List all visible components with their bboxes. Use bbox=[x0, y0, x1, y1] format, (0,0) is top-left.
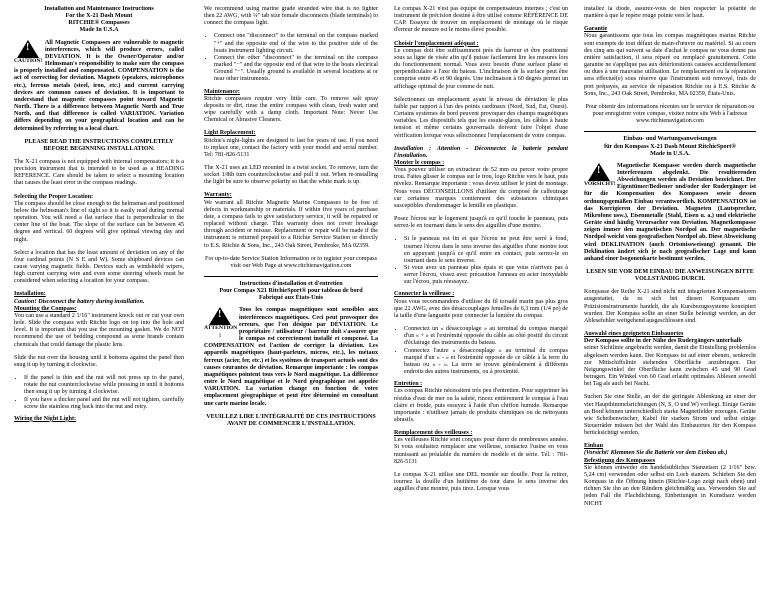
para-led: The X-21 uses an LED mounted in a twist socket. To remove, turn the socket 1/8th turn counterclockwise and pull it out. When re-installing the light be sure to observe polarity so that the white mark is up. bbox=[204, 164, 378, 186]
list-item: • Connectez un « désaccouplage » au terminal du compas marqué d'un « + » et l'extrémité opposée du câble au côté positif du circuit d'éclairage des instruments du bateau. bbox=[404, 326, 568, 347]
vorsicht-block bbox=[584, 163, 614, 188]
heading-light-replacement: Light Replacement: bbox=[204, 130, 256, 137]
french-title: Instructions d'installation et d'entretien Pour Compas X21 RitchieSport® pour tableau de bord Fabriqué aux États-Unis bbox=[219, 281, 363, 302]
list-item: • Si vous avez un panneau plus épais et que vous n'arrivez pas à serrer l'écrou, vissez avec précaution l'anneau en acier inoxydable sur l'écrou, puis réessayez. bbox=[404, 265, 568, 286]
heading-veilleuse: Connecter la veilleuse : bbox=[394, 291, 455, 298]
heading-vorsicht-batterie: (Vorsicht! Klemmen Sie die Batterie vor dem Einbau ab.) bbox=[584, 450, 728, 457]
divider bbox=[584, 131, 756, 132]
attention-text: Tous les compas magnétiques sont sensibles aux interférences magnétiques. Ceci peut provoquer des erreurs, que l'on désigne par DÉVIATION. Le propriétaire / utilisateur / barreur doit s'assurer que le compas est correctement installé et compensé. La COMPENSATION est l'action de corriger la déviation. Les appareils magnétiques (haut-parleurs, micros, etc.), les métaux ferreux (acier, fer, etc.) et les systèmes de transport actuels sont des causes courantes de déviation. Remarque importante : les compas magnétiques pointent tous vers le Nord magnétique. La différence entre le Nord magnétique et le Nord géographique est appelée VARIATION. La variation change en fonction de votre emplacement géographique et peut être déterminé en consultant une carte marine locale. bbox=[204, 307, 378, 407]
para-light-replacement: Ritchie's night-lights are designed to last for years of use. If you need to replace one, contact the factory with your model and serial number. Tel: 781-826-5131 bbox=[204, 137, 378, 158]
column-english-1 bbox=[14, 6, 184, 591]
heading-maintenance: Maintenance: bbox=[204, 88, 240, 95]
list-item: • If the panel is thin and the nut will not press up to the panel, rotate the nut counterclockwise while pressing in until it bottoms then snug it up by turning it clockwise. bbox=[24, 375, 184, 396]
para-garantie: Nous garantissons que tous les compas magnétiques marins Ritchie sont exempts de tout défaut de main-d'œuvre ou matériel. Si au cours des cinq ans qui suivent sa date d'achat le compas ne vous donne pas entière satisfaction, il sera réparé ou remplacé gratuitement. Cette garantie ne s'applique pas aux détériorations causées accidentellement ou dues à une mauvaise utilisation. Le remplacement ou la réparation sera effectué(e) sous réserve que l'instrument soit renvoyé, frais de port prépayés, au service de réparation Ritchie ou à E.S. Ritchie & Sons, Inc., 243 Oak Street, Pembroke, MA 02359, États-Unis. bbox=[584, 33, 756, 97]
ecrou-bullet-list bbox=[394, 236, 568, 286]
heading-wiring: Wiring the Night Light: bbox=[14, 415, 77, 422]
heading-remplacement: Remplacement des veilleuses : bbox=[394, 430, 473, 437]
para-devices: Select a location that has the least amount of deviation on any of the four cardinal points (N S E and W). Some shipboard devices can cause varying magnetic fields. Devices such as windshield wipers, high current carrying wire and even some steering wheels must be considered when selecting a location for your compass. bbox=[14, 249, 184, 285]
vorsicht-text: Magnetische Kompasse werden durch magnetische Interferenzen abgelenkt. Die resultierenden Abweichungen werden als Deviation bezeichnet. Der Eigentümer/Bediener und/oder der Rudergänger ist für die Kompensation des Kompasses sowie dessen ordnungsgemäßen Einbau verantwortlich. KOMPENSATION ist das Korrigieren der Deviation. Magneten (Lautsprecher, Mikrofone usw.), Eisenmetalle (Stahl, Eisen u. a.) und elektrische Geräte sind häufig Verursacher von Deviation. Magnetkompasse zeigen immer den magnetischen Nordpol an. Der magnetische Nordpol weicht vom geografischen Nordpol ab. Diese Abweichung wird DEKLINATION (auch Ortsmissweisung) genannt. Die Deklination ändert sich je nach geografischer Lage und kann anhand einer Isogonenkarte bestimmt werden. bbox=[584, 162, 756, 262]
heading-warranty: Warranty: bbox=[204, 192, 232, 199]
column-french bbox=[394, 6, 568, 591]
vorsicht-label: VORSICHT! bbox=[584, 180, 616, 187]
para-x21: The X-21 compass is not equipped with internal compensators; it is a precision instrument that is intended to be used as a HEADING REFERENCE. Care should be taken to select a mounting location that causes the least error in the compass readings. bbox=[14, 158, 184, 187]
warning-triangle-icon: ! bbox=[17, 40, 39, 58]
heading-entretien: Entretien : bbox=[394, 381, 423, 388]
veilleuse-bullet-list bbox=[394, 326, 568, 376]
list-item: • Connect the other "disconnect" to the terminal on the compass marked "−" and the opposite end of that wire to the boats electrical Ground "−". Usually ground is available in several locations at or near other instruments. bbox=[214, 55, 378, 84]
column-english-2 bbox=[204, 6, 378, 591]
heading-veuillez-lire: VEUILLEZ LIRE L'INTÉGRALITÉ DE CES INSTRUCTIONS AVANT DE COMMENCER L'INSTALLATION. bbox=[206, 413, 376, 427]
para-warranty: We warrant all Ritchie Magnetic Marine Compasses to be free of defects in workmanship or materials. If within five years of purchase date, a compass fails to give satisfactory service, it will be repaired or replaced without charge. This warranty does not cover breakage through accident or misuse. Replacement or repair will be made if the instrument is returned prepaid to a Ritchie Service Station or directly to E.S. Ritchie & Sons, Inc., 243 Oak Street, Pembroke, MA 02359. bbox=[204, 199, 378, 249]
heading-choisir: Choisir l'emplacement adéquat : bbox=[394, 40, 479, 47]
heading-befestigung: Befestigung des Kompasses bbox=[584, 457, 656, 464]
para-mounting: You can use a standard 2 1/16" instrument knock out or cut your own hole. Slide the compass with Ritchie logo on top into the hole and level. It is important that you use the mounting gasket. We do NOT recommend the use of bedding compound as some brands contain chemicals that could damage the plastic lens. bbox=[14, 312, 184, 348]
heading-auswahl: Auswahl eines geeigneten Einbauortes bbox=[584, 331, 684, 338]
caution-label: CAUTION! bbox=[14, 57, 43, 64]
list-item: • Connect one "disconnect" to the terminal on the compass marked "+" and the opposite end of the wire to the positive side of the boats instrument lighting circuit. bbox=[214, 33, 378, 54]
heading-installation: Installation: bbox=[14, 291, 46, 298]
heading-installation-fr: Installation : Attention - Déconnectez la batterie pendant l'installation. bbox=[394, 145, 568, 159]
warning-triangle-icon: ! bbox=[588, 163, 610, 181]
para-maintenance: Ritchie compasses require very little care. To remove salt spray deposits or dirt, rinse the entire compass with clean, fresh water and wipe carefully with a damp cloth. Important Note: Never Use Chemical or Abrasive Cleaners. bbox=[204, 95, 378, 124]
caution-disconnect: Caution! Disconnect the battery during installation. bbox=[14, 298, 145, 305]
caution-block bbox=[14, 40, 42, 65]
para-select-location: The compass should be close enough to the helmsman and positioned below the helmsman's line of sight so it is easily read during normal operation. You will need a flat surface that is perpendicular to the center line of the boat. The slope of the surface can be between 45 degree and vertical. 60 degrees will give optimal viewing day and night. bbox=[14, 200, 184, 243]
attention-block bbox=[204, 307, 236, 339]
german-title: Einbau- und Wartungsanweisungen für den Kompass X-21 Dash Mount RitchieSport® Made in U.S.A. bbox=[604, 136, 736, 157]
page-title: Installation and Maintenance Instructions For the X-21 Dash Mount RITCHIE® Compasses Made In U.S.A bbox=[44, 6, 154, 34]
column-french-german bbox=[584, 6, 756, 591]
wiring-bullet-list bbox=[204, 33, 378, 83]
para-monter: Vous pouvez utiliser un extracteur de 52 mm ou percer votre propre trou. Faites glisser le compas sur le trou, logo Ritchie vers le haut, puis nivelez. Remarque importante : vous devez utiliser le joint de montage. Nous vous DÉCONSEILLONS d'utiliser du composé de calfeutrage car certaines marques contiennent des substances chimiques susceptibles d'endommager la lentille en plastique. bbox=[394, 167, 568, 209]
para-suchen: Suchen Sie eine Stelle, an der die geringste Ablenkung an einer der vier Haupthimmelsrichtungen (N, S, O und W) vorliegt. Einige Geräte an Bord können unterschiedlich starke Magnetfelder erzeugen. Geräte wie Scheibenwischer, Kabel für starken Strom und selbst einige Steuerräder müssen bei der Wahl des Einbauortes für den Kompass berücksichtigt werden. bbox=[584, 394, 756, 437]
heading-garantie: Garantie bbox=[584, 26, 608, 33]
para-info-fr: Pour obtenir des informations récentes sur le service de réparation ou pour enregistrer votre compas, visitez notre site Web à l'adresse www.ritchienavigation.com bbox=[585, 103, 755, 125]
para-veilleuse: Nous vous recommandons d'utiliser du fil torsadé marin pas plus gros que 22 AWG, avec des désaccouplages femelles de 6,3 mm (1/4 po) de la taille d'une languette pour connecter la lumière du compas. bbox=[394, 298, 568, 319]
caution-text: All Magnetic Compasses are vulnerable to magnetic interferences, which will produce errors, called DEVIATION. It is the Owner/Operator and/or Helmsman's responsibility to make sure the compass is properly installed and compensated. COMPENSATION is the act of correcting for deviation. Magnets (speakers, microphones etc.), ferrous metals (steel, iron, etc.) and current carrying devices are common causes of deviation. It is important to understand that magnetic compasses point toward Magnetic North. There is a difference between Magnetic North and True North, and that difference is called VARIATION. Variation differs depending on your geographical location and can be determined by referring to a local chart. bbox=[14, 39, 184, 132]
para-remplacement: Les veilleuses Ritchie sont conçues pour durer de nombreuses années. Si vous souhaitez remplacer une veilleuse, contactez l'usine en vous munissant au préalable du numéro de modèle et de série. Tél. : 781-826-5131 bbox=[394, 437, 568, 465]
list-item: • Connectez l'autre « désaccouplage » au terminal du compas marqué d'un « - » et l'extrémité opposée de ce câble à la terre du bateau ou « - ». La terre se trouve généralement à différents endroits des autres instruments, ou à proximité. bbox=[404, 348, 568, 377]
list-item: • Si le panneau est fin et que l'écrou ne peut être serré à fond, tournez l'écrou dans le sens inverse des aiguilles d'une montre tout en appuyant jusqu'à ce qu'il entre en contact, puis serrez-le en tournant dans le sens inverse. bbox=[404, 236, 568, 265]
para-selectionnez: Sélectionnez un emplacement ayant le niveau de déviation le plus faible par rapport à l'un des points cardinaux (Nord, Sud, Est, Ouest). Certains systèmes de bord peuvent provoquer des champs magnétiques variables. Les dispositifs tels que les essuie-glaces, les câbles à haute tension et même certains gouvernails doivent faire l'objet d'une vérification lorsque vous sélectionnez l'emplacement de votre compas. bbox=[394, 96, 568, 139]
heading-monter: Monter le compas : bbox=[394, 159, 445, 166]
warning-triangle-icon: ! bbox=[209, 307, 231, 325]
para-polarite: installez la diode, assurez-vous de bien respecter la polarité de manière à que le repère rouge pointe vers le haut. bbox=[584, 6, 756, 20]
heading-einbau: Einbau bbox=[584, 443, 603, 450]
para-service: For up-to-date Service Station Information or to register your compass visit our Web Page at www.ritchienavigation.com bbox=[204, 255, 378, 269]
para-slide-nut: Slide the nut over the housing until it bottoms against the panel then snug it up by turning it clockwise. bbox=[14, 354, 184, 368]
para-entretien: Les compas Ritchie nécessitent très peu d'entretien. Pour supprimer les résidus d'eau de mer ou la saleté, rincez entièrement le compas à l'eau claire et froide, puis essuyez à l'aide d'un chiffon humide. Remarque importante : n'utilisez jamais de produits chimiques ou de nettoyants abrasifs. bbox=[394, 388, 568, 423]
para-choisir: Le compas doit être suffisamment près du barreur et être positionné sous sa ligne de visée afin qu'il puisse facilement lire les mesures lors du fonctionnement normal. Vous avez besoin d'une surface plane et perpendiculaire à l'axe du bateau. L'inclinaison de la surface peut être comprise entre 45 et 90 degrés. Une inclinaison à 60 degrés permet un affichage optimal de jour comme de nuit. bbox=[394, 47, 568, 90]
attention-label: ATTENTION ! bbox=[204, 325, 238, 339]
para-posez: Posez l'écrou sur le logement jusqu'à ce qu'il touche le panneau, puis serrez-le en tournant dans le sens des aiguilles d'une montre. bbox=[394, 216, 568, 230]
para-led-fr: Le compas X-21 utilise une DEL montée sur douille. Pour la retirer, tournez la douille d'un huitième de tour dans le sens inverse des aiguilles d'une montre, puis tirez. Lorsque vous bbox=[394, 471, 568, 493]
para-wiring: We recommend using marine grade stranded wire that is no lighter then 22 AWG, with ¼" tab size female disconnects (blade terminals) to connect the compass light. bbox=[204, 6, 378, 27]
nut-bullet-list bbox=[14, 375, 184, 411]
divider bbox=[204, 276, 378, 277]
heading-naehe: Der Kompass sollte in der Nähe des Rudergängers unterhalb bbox=[584, 338, 742, 345]
heading-mounting: Mounting the Compass: bbox=[14, 305, 77, 312]
list-item: • If you have a thicker panel and the nut will not tighten, carefully screw the stainless ring back into the nut and retry. bbox=[24, 397, 184, 411]
heading-please-read: PLEASE READ THE INSTRUCTIONS COMPLETELY BEFORE BEGINNING INSTALLATION. bbox=[24, 138, 174, 152]
para-befestigung: Sie können entweder ein handelsübliches Stanzeisen (2 1/16" bzw. 5,24 cm) verwenden oder selbst ein Loch stanzen. Schieben Sie den Kompass in die Öffnung hinein (Ritchie-Logo zeigt nach oben) und richten Sie ihn an den Rändern gleichmäßig aus. Verwenden Sie auf jeden Fall die Flachdichtung. Einbettungen in Kunstharz werden NICHT bbox=[584, 464, 756, 507]
para-compas: Le compas X-21 n'est pas équipé de compensateurs internes ; c'est un instrument de précision destiné à être utilisé comme RÉFÉRENCE DE CAP. Essayez de trouver un emplacement de montage où le risque d'erreur de mesure est le moins élevé possible. bbox=[394, 6, 568, 34]
para-kompass: Kompasse der Reihe X-21 sind nicht mit integrierten Kompensatoren ausgestattet, da es sich bei diesen Kompassen um Präzisionsinstrumente handelt, die als Kursbezugssysteme konzipiert wurden. Der Kompass sollte an einer Stelle befestigt werden, an der Ablesefehler weitgehend ausgeschlossen sind. bbox=[584, 289, 756, 324]
para-naehe: seiner Sichtlinie angebracht werden, damit die Einstellung problemlos abgelesen werden kann. Der Kompass ist auf einer ebenen, senkrecht zur Mittschiffslinie stehenden Oberfläche anzubringen. Der Neigungswinkel der Oberfläche kann zwischen 45 und 90 Grad betragen. Ein Winkel von 60 Grad erlaubt optimales Ablesen sowohl bei Tag als auch bei Nacht. bbox=[584, 345, 756, 388]
heading-lesen: LESEN SIE VOR DEM EINBAU DIE ANWEISUNGEN BITTE VOLLSTÄNDIG DURCH. bbox=[586, 269, 754, 283]
heading-select-location: Selecting the Proper Location: bbox=[14, 193, 94, 200]
